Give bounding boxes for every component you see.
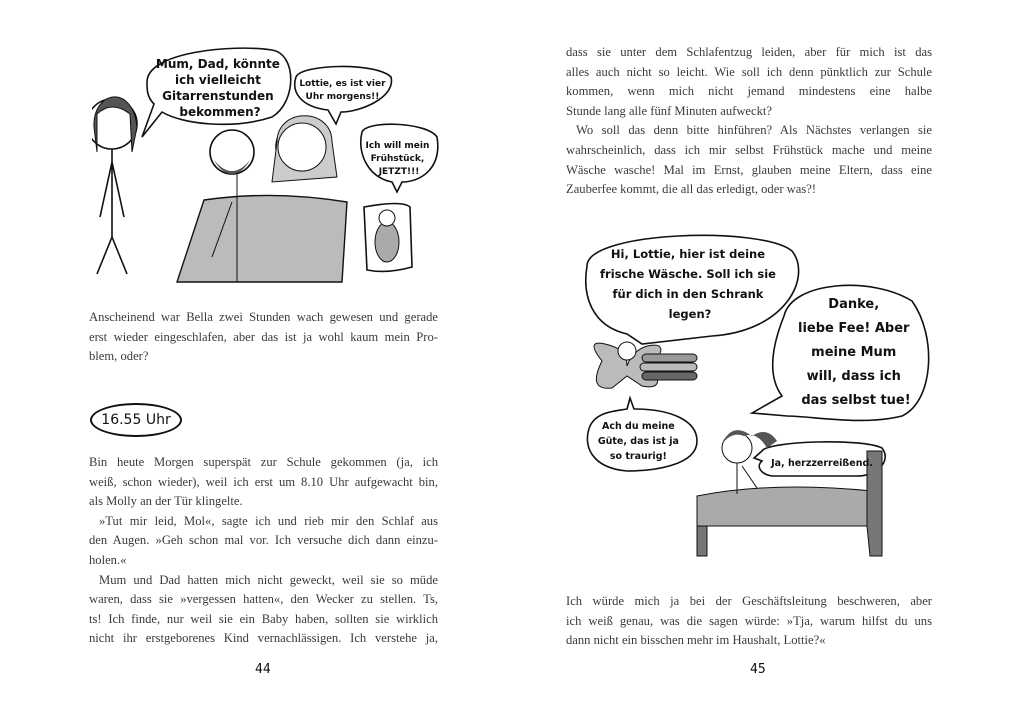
text-line: wahrscheinlich, dass ich mir selbst Frühstück mache und meine — [566, 142, 932, 157]
paragraph — [89, 453, 438, 649]
page-number: 44 — [255, 662, 271, 677]
page-number: 45 — [750, 662, 766, 677]
text-line: nicht ihr erstgeborenes Kind vernachlässigen. Ich verstehe ja, — [89, 631, 438, 646]
text-line: Anscheinend war Bella zwei Stunden wach gewesen und gerade — [89, 310, 438, 324]
bubble-text: Frühstück, — [370, 154, 425, 164]
text-line: Stunde lang alle fünf Minuten aufweckt? — [566, 103, 772, 118]
bubble-text: Ach du meine — [601, 421, 675, 432]
text-line: erst wieder eingeschlafen, aber das ist ja wohl kaum mein Pro- — [89, 329, 438, 344]
bubble-text: legen? — [668, 307, 712, 321]
text-line: alles auch nicht so leicht. Wie soll ich denn pünktlich zur Schule — [566, 64, 932, 79]
blanket — [177, 195, 347, 282]
bubble-text: Ich will mein — [365, 141, 430, 151]
bubble-text: JETZT!!! — [378, 167, 420, 177]
text-line: Wo soll das denn bitte hinführen? Als Nächstes verlangen sie — [576, 123, 932, 138]
text-line: dass sie unter dem Schlafentzug leiden, aber für mich ist das — [566, 45, 932, 59]
text-line: ich weiß genau, was die sagen würde: »Tja, warum hilfst du uns — [566, 613, 932, 628]
bubble-text: ich vielleicht — [174, 73, 261, 87]
bubble-text: meine Mum — [811, 345, 897, 360]
bubble-text: Hi, Lottie, hier ist deine — [610, 247, 766, 261]
text-line: blem, oder? — [89, 349, 149, 364]
bed — [697, 487, 872, 526]
laundry-stack — [642, 354, 697, 362]
bubble-text: Güte, das ist ja — [597, 436, 679, 447]
text-line: Mum und Dad hatten mich nicht geweckt, weil sie so müde — [99, 572, 438, 587]
text-line: waren, dass sie »vergessen hatten«, den Wecker zu stellen. Ts, — [89, 592, 438, 607]
bubble-text: Uhr morgens!! — [305, 92, 380, 102]
paragraph — [566, 592, 932, 651]
text-line: Bin heute Morgen superspät zur Schule gekommen (ja, ich — [89, 455, 438, 469]
bubble-text: frische Wäsche. Soll ich sie — [600, 267, 776, 281]
text-line: weiß, schon wieder), weil ich erst um 8.10 Uhr aufgewacht bin, — [89, 474, 438, 489]
svg-text:Danke, liebe Fee! Aber — [798, 297, 914, 408]
text-line: Wäsche wasche! Mal im Ernst, glauben meine Eltern, dass eine — [566, 162, 932, 177]
bubble-text: liebe Fee! Aber — [798, 321, 910, 336]
bubble-text: Ja, herzzerreißend. — [771, 458, 873, 469]
bubble-text: Gitarrenstunden — [162, 89, 274, 103]
paragraph — [566, 43, 932, 200]
bubble-text: bekommen? — [179, 105, 261, 119]
illustration-fairy-laundry — [572, 226, 944, 568]
bubble-text: das selbst tue! — [801, 393, 911, 408]
text-line: dann nicht ein bisschen mehr im Haushalt, Lottie?« — [566, 633, 826, 648]
text-line: als Molly an der Tür klingelte. — [89, 494, 243, 509]
text-line: holen.« — [89, 552, 127, 567]
text-line: »Tut mir leid, Mol«, sagte ich und rieb mir den Schlaf aus — [99, 513, 438, 528]
text-line: den Augen. »Geh schon mal vor. Ich versuche dich dann einzu- — [89, 533, 438, 548]
svg-text:Mum, Dad, könnte ich vie — [156, 57, 284, 119]
illustration-family-night — [92, 42, 444, 290]
text-line: kommen, wenn mich nicht jemand mindestens eine halbe — [566, 84, 932, 99]
bubble-text: will, dass ich — [806, 369, 901, 384]
text-line: Ich würde mich ja bei der Geschäftsleitung beschweren, aber — [566, 594, 932, 608]
bubble-text: Lottie, es ist vier — [299, 79, 386, 89]
text-line: ts! Ich finde, nur weil sie ein Baby haben, sollten sie wirklich — [89, 611, 438, 626]
time-badge: 16.55 Uhr — [90, 403, 182, 437]
text-line: Zauberfee kommt, die all das erledigt, oder was?! — [566, 182, 817, 197]
bubble-text: für dich in den Schrank — [612, 287, 764, 301]
right-page — [510, 0, 1020, 722]
paragraph — [89, 308, 438, 367]
bubble-text: so traurig! — [609, 451, 667, 462]
bubble-text: Mum, Dad, könnte — [155, 57, 280, 71]
svg-text:Hi, Lottie, hier ist deine — [600, 247, 780, 321]
bubble-text: Danke, — [828, 297, 880, 312]
